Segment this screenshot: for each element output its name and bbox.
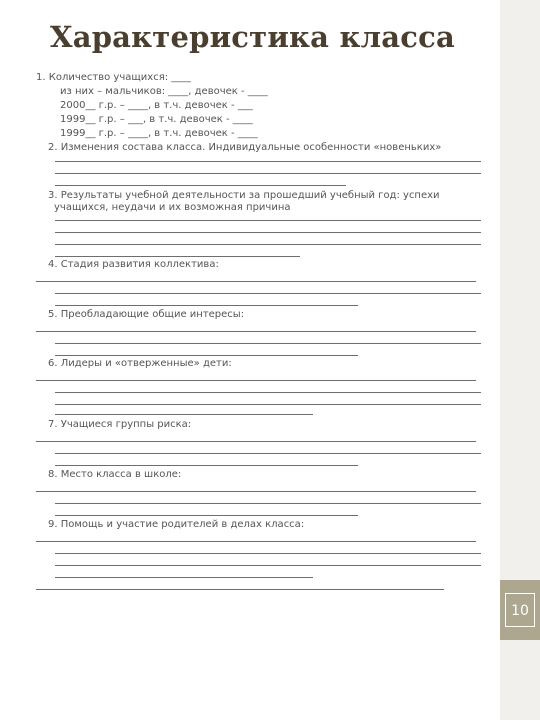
blank-line <box>55 453 481 454</box>
blank-line <box>55 256 300 257</box>
item-5-heading: 5. Преобладающие общие интересы: <box>48 309 245 320</box>
blank-line <box>55 392 481 393</box>
blank-line <box>36 281 476 282</box>
item-6-heading: 6. Лидеры и «отверженные» дети: <box>48 358 232 369</box>
blank-line <box>55 577 313 578</box>
blank-line <box>55 244 481 245</box>
blank-line <box>36 541 476 542</box>
blank-line <box>36 380 476 381</box>
item-3-heading-cont: учащихся, неудачи и их возможная причина <box>54 202 291 213</box>
item-4-heading: 4. Стадия развития коллектива: <box>48 259 219 270</box>
blank-line <box>55 515 358 516</box>
page-title: Характеристика класса <box>50 20 455 54</box>
item-7-heading: 7. Учащиеся группы риска: <box>48 419 192 430</box>
blank-line <box>55 232 481 233</box>
item-9-heading: 9. Помощь и участие родителей в делах класса: <box>48 519 305 530</box>
item-2-heading: 2. Изменения состава класса. Индивидуальные особенности «новеньких» <box>48 142 442 153</box>
blank-line <box>36 491 476 492</box>
item-1-count: 1. Количество учащихся: ____ <box>36 72 192 83</box>
item-1-year-b: 1999__ г.р. – ___, в т.ч. девочек - ____ <box>60 114 253 125</box>
item-3-heading: 3. Результаты учебной деятельности за прошедший учебный год: успехи <box>48 190 440 201</box>
blank-line <box>55 404 481 405</box>
blank-line <box>55 185 346 186</box>
item-1-boys-girls: из них – мальчиков: ____, девочек - ____ <box>60 86 268 97</box>
blank-line <box>55 173 481 174</box>
blank-line <box>55 343 481 344</box>
blank-line <box>55 293 481 294</box>
blank-line <box>36 589 444 590</box>
blank-line <box>55 305 358 306</box>
blank-line <box>55 355 358 356</box>
blank-line <box>36 331 476 332</box>
blank-line <box>55 465 358 466</box>
blank-line <box>55 161 481 162</box>
blank-line <box>55 565 481 566</box>
blank-line <box>36 441 476 442</box>
blank-line <box>55 503 481 504</box>
blank-line <box>55 220 481 221</box>
item-1-year-a: 2000__ г.р. – ____, в т.ч. девочек - ___ <box>60 100 253 111</box>
blank-line <box>55 414 313 415</box>
item-8-heading: 8. Место класса в школе: <box>48 469 182 480</box>
page-number: 10 <box>505 593 535 627</box>
item-1-year-c: 1999__ г.р. – ____, в т.ч. девочек - ____ <box>60 128 258 139</box>
blank-line <box>55 553 481 554</box>
